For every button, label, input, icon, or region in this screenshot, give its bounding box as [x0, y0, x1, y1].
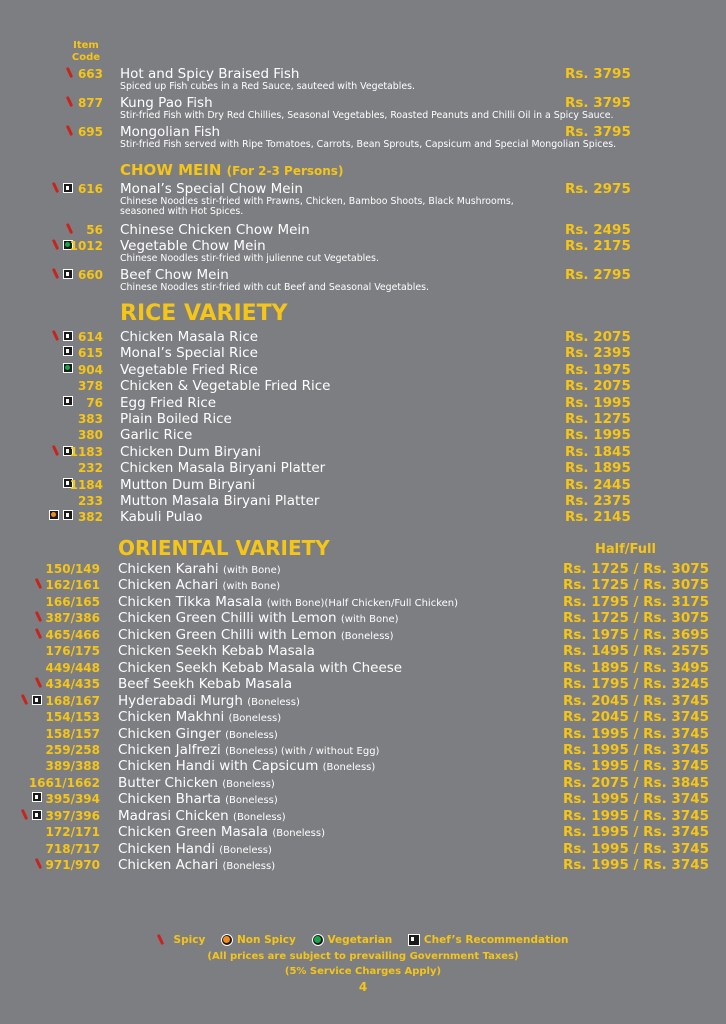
menu-item: [0, 267, 726, 293]
item-name: [118, 726, 278, 742]
item-name: [120, 124, 220, 140]
item-name-text: Vegetable Chow Mein: [120, 238, 266, 254]
item-code: 616: [77, 182, 103, 196]
chili-icon: [158, 934, 170, 946]
item-name: [118, 660, 402, 676]
item-name: [120, 477, 255, 493]
item-code: 1012: [69, 239, 103, 253]
chow-mein-title: [120, 161, 343, 179]
legend-chef: [408, 934, 569, 946]
item-name: [120, 181, 303, 197]
item-name-text: Chicken Achari: [118, 857, 219, 874]
item-code: 158/157: [45, 726, 100, 741]
item-description: seasoned with Hot Spices.: [120, 206, 244, 217]
item-code: 660: [77, 268, 103, 282]
item-icons: [36, 628, 42, 640]
item-price: Rs. 2445: [565, 476, 631, 493]
menu-item: [0, 726, 726, 742]
menu-item: [0, 577, 726, 593]
item-description: Stir-fried Fish with Dry Red Chillies, Seasonal Vegetables, Roasted Peanuts and Chilli Oil in a Spicy Sauce.: [120, 110, 614, 121]
chili-icon: [53, 268, 59, 280]
item-name-text: Beef Chow Mein: [120, 267, 229, 283]
item-code: 232: [77, 461, 103, 476]
item-price: Rs. 1795 / Rs. 3175: [563, 593, 709, 610]
item-icons: [36, 858, 42, 870]
item-code: 383: [77, 412, 103, 426]
item-name: [118, 791, 278, 807]
item-price: Rs. 1725 / Rs. 3075: [563, 577, 709, 594]
item-name-text: Madrasi Chicken: [118, 807, 229, 824]
item-code: 172/171: [45, 825, 100, 840]
menu-item: [0, 709, 726, 725]
item-name: [118, 841, 272, 857]
item-name: [120, 460, 325, 476]
menu-item: [0, 594, 726, 610]
item-name-text: Hot and Spicy Braised Fish: [120, 66, 300, 82]
chili-icon: [22, 694, 28, 706]
item-name: [120, 95, 213, 111]
chili-icon: [53, 330, 59, 342]
item-icons: [67, 125, 73, 137]
item-name: [118, 824, 325, 840]
item-code: 56: [86, 223, 103, 237]
menu-item: [0, 676, 726, 692]
item-icons: [22, 809, 42, 821]
chef-thumbs-up-icon: [63, 183, 73, 193]
chef-thumbs-up-icon: [408, 934, 420, 946]
menu-item: [0, 808, 726, 824]
item-code: 904: [77, 362, 103, 377]
item-icons: [53, 330, 73, 342]
item-code: 395/394: [45, 792, 100, 807]
item-price: Rs. 2395: [565, 345, 631, 362]
menu-item: [0, 427, 726, 443]
item-note: (Boneless): [233, 811, 286, 823]
item-price: Rs. 1895 / Rs. 3495: [563, 659, 709, 676]
menu-item: [0, 95, 726, 121]
item-name: [120, 444, 261, 460]
item-name: [118, 758, 375, 774]
item-price: Rs. 3795: [565, 95, 631, 111]
item-name: [120, 238, 266, 254]
item-code: 150/149: [45, 562, 100, 576]
item-name: [120, 411, 232, 427]
item-description: Chinese Noodles stir-fried with Prawns, Chicken, Bamboo Shoots, Black Mushrooms,: [120, 196, 514, 207]
item-code: 663: [77, 67, 103, 81]
menu-item: [0, 493, 726, 509]
legend-label: Vegetarian: [327, 934, 393, 946]
chef-thumbs-up-icon: [63, 331, 73, 341]
item-name: [118, 643, 315, 659]
item-name-text: Plain Boiled Rice: [120, 411, 232, 427]
item-name-text: Chicken Masala Biryani Platter: [120, 460, 326, 477]
menu-item: [0, 181, 726, 217]
menu-item: [0, 222, 726, 238]
item-description: Chinese Noodles stir-fried with cut Beef and Seasonal Vegetables.: [120, 282, 429, 293]
item-icons: [49, 510, 73, 520]
chili-icon: [67, 67, 73, 79]
item-name: [118, 742, 379, 758]
vegetarian-icon: [63, 363, 73, 373]
menu-item: [0, 378, 726, 394]
menu-item: [0, 238, 726, 264]
menu-item: [0, 561, 726, 577]
menu-item: [0, 395, 726, 411]
item-name: [120, 395, 216, 411]
menu-item: [0, 610, 726, 626]
item-name: [120, 345, 258, 361]
item-name: [118, 676, 292, 692]
oriental-variety-title: ORIENTAL VARIETY: [118, 536, 330, 560]
item-note: (with Bone): [222, 581, 281, 593]
item-name-text: Chicken & Vegetable Fried Rice: [120, 378, 331, 395]
page-number: 4: [358, 980, 368, 994]
item-icons: [53, 268, 73, 280]
item-price: Rs. 2075 / Rs. 3845: [563, 774, 709, 791]
menu-item: [0, 791, 726, 807]
item-name-text: Chicken Ginger: [118, 725, 221, 742]
item-note: (Boneless): [225, 729, 278, 741]
item-price: Rs. 1845: [565, 443, 631, 460]
rice-variety-title: RICE VARIETY: [120, 301, 288, 326]
item-code: 380: [77, 428, 103, 443]
item-name: [120, 66, 299, 82]
chef-thumbs-up-icon: [63, 269, 73, 279]
item-note: (Boneless): [340, 630, 394, 642]
item-description: Chinese Noodles stir-fried with julienne cut Vegetables.: [120, 253, 379, 264]
item-price: Rs. 3795: [565, 124, 631, 140]
item-name-text: Chicken Tikka Masala: [118, 593, 263, 610]
item-name: [120, 493, 319, 509]
item-price: Rs. 1995: [565, 427, 631, 444]
chili-icon: [53, 239, 59, 251]
item-note: (Boneless): [222, 861, 276, 873]
item-price: Rs. 2045 / Rs. 3745: [563, 709, 709, 726]
item-code: 1184: [69, 477, 103, 492]
item-name: [118, 709, 281, 725]
chili-icon: [36, 677, 42, 689]
item-code: 162/161: [45, 578, 100, 593]
item-price: Rs. 1995 / Rs. 3745: [563, 824, 709, 841]
item-price: Rs. 2075: [565, 329, 631, 345]
item-icons: [36, 611, 42, 623]
item-price: Rs. 1995 / Rs. 3745: [563, 758, 709, 775]
item-code: 449/448: [45, 660, 100, 675]
item-name-text: Chicken Jalfrezi: [118, 741, 221, 758]
item-code: 154/153: [45, 710, 100, 725]
menu-item: [0, 66, 726, 92]
item-note: (with Bone)(Half Chicken/Full Chicken): [266, 597, 459, 609]
chili-icon: [36, 611, 42, 623]
item-price: Rs. 2045 / Rs. 3745: [563, 692, 709, 709]
item-price: Rs. 1995 / Rs. 3745: [563, 791, 709, 808]
item-note: (Boneless): [272, 828, 325, 840]
menu-item: [0, 509, 726, 525]
tax-note: (All prices are subject to prevailing Government Taxes): [207, 951, 519, 962]
legend-label: Spicy: [173, 934, 206, 946]
menu-item: [0, 124, 726, 150]
menu-item: [0, 660, 726, 676]
item-code: 389/388: [45, 759, 100, 774]
item-code: 614: [77, 330, 103, 344]
item-code: 166/165: [45, 594, 100, 609]
item-price: Rs. 2975: [565, 181, 631, 197]
item-description: Spiced up Fish cubes in a Red Sauce, sauteed with Vegetables.: [120, 81, 415, 92]
item-name: [120, 378, 330, 394]
chow-mein-subtitle: (For 2-3 Persons): [226, 164, 344, 178]
item-name-text: Chicken Handi with Capsicum: [118, 758, 319, 775]
item-code: 434/435: [45, 677, 100, 692]
item-name-text: Chicken Green Chilli with Lemon: [118, 610, 337, 627]
item-name-text: Mongolian Fish: [120, 124, 221, 140]
item-icons: [36, 578, 42, 590]
half-full-header: Half/Full: [595, 542, 656, 557]
item-icons: [32, 792, 42, 802]
item-name: [120, 329, 258, 345]
chef-thumbs-up-icon: [63, 346, 73, 356]
item-name-text: Mutton Masala Biryani Platter: [120, 493, 320, 509]
menu-item: [0, 444, 726, 460]
item-price: Rs. 1275: [565, 411, 631, 427]
item-name-text: Chicken Masala Rice: [120, 329, 259, 345]
item-code: 397/396: [45, 808, 100, 823]
chili-icon: [53, 445, 59, 457]
chili-icon: [67, 125, 73, 137]
item-price: Rs. 1995 / Rs. 3745: [563, 857, 709, 874]
item-code: 168/167: [45, 693, 100, 708]
item-name-text: Chicken Handi: [118, 840, 215, 857]
item-name-text: Chicken Dum Biryani: [120, 443, 262, 460]
item-price: Rs. 2145: [565, 509, 631, 526]
item-price: Rs. 1995 / Rs. 3745: [563, 741, 709, 758]
item-name: [120, 509, 203, 525]
item-price: Rs. 1995 / Rs. 3745: [563, 725, 709, 742]
item-code: 176/175: [45, 644, 100, 659]
item-description: Stir-fried Fish served with Ripe Tomatoes, Carrots, Bean Sprouts, Capsicum and Special Mongolian Spices.: [120, 139, 617, 150]
item-name-text: Chicken Green Chilli with Lemon: [118, 626, 337, 643]
item-name: [120, 267, 229, 283]
item-name-text: Chicken Bharta: [118, 791, 221, 808]
item-icons: [36, 677, 42, 689]
legend-label: Non Spicy: [236, 934, 296, 946]
item-name-text: Chicken Karahi: [118, 561, 219, 577]
item-name-text: Chicken Seekh Kebab Masala with Cheese: [118, 659, 403, 676]
item-price: Rs. 1895: [565, 460, 631, 477]
menu-item: [0, 693, 726, 709]
item-price: Rs. 2375: [565, 493, 631, 509]
item-name-text: Chinese Chicken Chow Mein: [120, 222, 310, 238]
item-icons: [63, 346, 73, 356]
menu-item: [0, 345, 726, 361]
menu-item: [0, 824, 726, 840]
item-name: [118, 610, 399, 626]
item-code: 382: [77, 510, 103, 525]
item-code: 695: [77, 125, 103, 139]
item-name: [118, 693, 300, 709]
chef-thumbs-up-icon: [32, 792, 42, 802]
item-note: (Boneless) (with / without Egg): [225, 745, 380, 757]
legend: [0, 934, 726, 949]
menu-item: [0, 841, 726, 857]
item-code-header-line2: Code: [71, 52, 101, 63]
item-code: 1183: [69, 444, 103, 459]
non-spicy-icon: [221, 934, 233, 946]
item-code-header-line1: Item: [73, 40, 99, 51]
item-name-text: Chicken Makhni: [118, 709, 225, 726]
chili-icon: [36, 628, 42, 640]
item-icons: [67, 223, 73, 235]
item-name-text: Egg Fried Rice: [120, 394, 217, 411]
item-code: 76: [86, 395, 103, 410]
item-price: Rs. 1975: [565, 361, 631, 378]
item-name-text: Butter Chicken: [118, 774, 218, 791]
item-icons: [63, 396, 73, 406]
chef-thumbs-up-icon: [63, 396, 73, 406]
chef-thumbs-up-icon: [32, 810, 42, 820]
item-note: (Boneless): [247, 696, 300, 708]
chef-thumbs-up-icon: [32, 695, 42, 705]
item-name-text: Kabuli Pulao: [120, 509, 203, 526]
item-code: 259/258: [45, 742, 100, 757]
item-name-text: Chicken Green Masala: [118, 824, 269, 841]
item-code: 233: [77, 494, 103, 508]
item-code: 1661/1662: [28, 775, 100, 790]
item-note: (Boneless): [219, 844, 272, 856]
item-price: Rs. 1725 / Rs. 3075: [563, 610, 709, 627]
legend-vegetarian: [312, 934, 393, 946]
item-note: (Boneless): [322, 762, 376, 774]
item-note: (with Bone): [340, 614, 399, 626]
item-price: Rs. 1795 / Rs. 3245: [563, 676, 709, 693]
chili-icon: [67, 96, 73, 108]
item-price: Rs. 2075: [565, 378, 631, 395]
item-note: (Boneless): [222, 778, 275, 790]
legend-non-spicy: [221, 934, 296, 946]
item-note: (with Bone): [222, 565, 281, 576]
chili-icon: [67, 223, 73, 235]
item-code: 465/466: [45, 627, 100, 642]
item-note: (Boneless): [225, 795, 278, 807]
menu-item: [0, 775, 726, 791]
vegetarian-icon: [312, 934, 324, 946]
legend-spicy: [158, 934, 206, 946]
item-name: [120, 362, 258, 378]
service-charge-note: (5% Service Charges Apply): [284, 966, 442, 977]
item-price: Rs. 3795: [565, 66, 631, 82]
item-name-text: Monal’s Special Rice: [120, 345, 258, 362]
item-price: Rs. 1995 / Rs. 3745: [563, 840, 709, 857]
menu-item: [0, 460, 726, 476]
item-name: [118, 627, 394, 643]
item-price: Rs. 2175: [565, 238, 631, 254]
item-code-header: [66, 40, 106, 64]
item-icons: [67, 96, 73, 108]
item-price: Rs. 1995: [565, 394, 631, 411]
item-name: [120, 222, 310, 238]
item-name-text: Vegetable Fried Rice: [120, 361, 258, 378]
item-name: [118, 561, 281, 577]
chow-mein-heading: CHOW MEIN: [120, 161, 222, 179]
item-code: 971/970: [45, 858, 100, 873]
menu-item: [0, 643, 726, 659]
item-name-text: Hyderabadi Murgh: [118, 692, 243, 709]
item-price: Rs. 2495: [565, 222, 631, 238]
item-name: [118, 775, 275, 791]
item-icons: [22, 694, 42, 706]
item-name-text: Monal’s Special Chow Mein: [120, 181, 303, 197]
non-spicy-icon: [49, 510, 59, 520]
menu-item: [0, 411, 726, 427]
item-code: 615: [77, 346, 103, 361]
item-code: 387/386: [45, 611, 100, 626]
item-name-text: Kung Pao Fish: [120, 95, 213, 111]
item-icons: [63, 363, 73, 373]
menu-item: [0, 758, 726, 774]
item-price: Rs. 1995 / Rs. 3745: [563, 807, 709, 824]
chili-icon: [36, 578, 42, 590]
item-note: (Boneless): [228, 713, 282, 725]
item-name: [120, 427, 192, 443]
item-name-text: Mutton Dum Biryani: [120, 476, 256, 493]
item-icons: [53, 182, 73, 194]
item-name: [118, 594, 458, 610]
menu-item: [0, 742, 726, 758]
item-name: [118, 808, 286, 824]
menu-item: [0, 329, 726, 345]
item-name: [118, 857, 275, 873]
item-code: 718/717: [45, 841, 100, 856]
menu-item: [0, 627, 726, 643]
chef-thumbs-up-icon: [63, 510, 73, 520]
chili-icon: [53, 182, 59, 194]
chili-icon: [36, 858, 42, 870]
item-code: 378: [77, 379, 103, 394]
item-name: [118, 577, 280, 593]
chili-icon: [22, 809, 28, 821]
legend-label: Chef’s Recommendation: [423, 934, 569, 946]
item-code: 877: [77, 96, 103, 110]
item-name-text: Chicken Achari: [118, 577, 219, 594]
item-price: Rs. 1725 / Rs. 3075: [563, 561, 709, 577]
item-price: Rs. 1495 / Rs. 2575: [563, 643, 709, 660]
menu-item: [0, 857, 726, 873]
item-name-text: Garlic Rice: [120, 427, 193, 444]
item-name-text: Beef Seekh Kebab Masala: [118, 676, 293, 693]
item-name-text: Chicken Seekh Kebab Masala: [118, 643, 315, 660]
item-icons: [67, 67, 73, 79]
menu-item: [0, 477, 726, 493]
item-price: Rs. 2795: [565, 267, 631, 283]
menu-item: [0, 362, 726, 378]
item-price: Rs. 1975 / Rs. 3695: [563, 626, 709, 643]
